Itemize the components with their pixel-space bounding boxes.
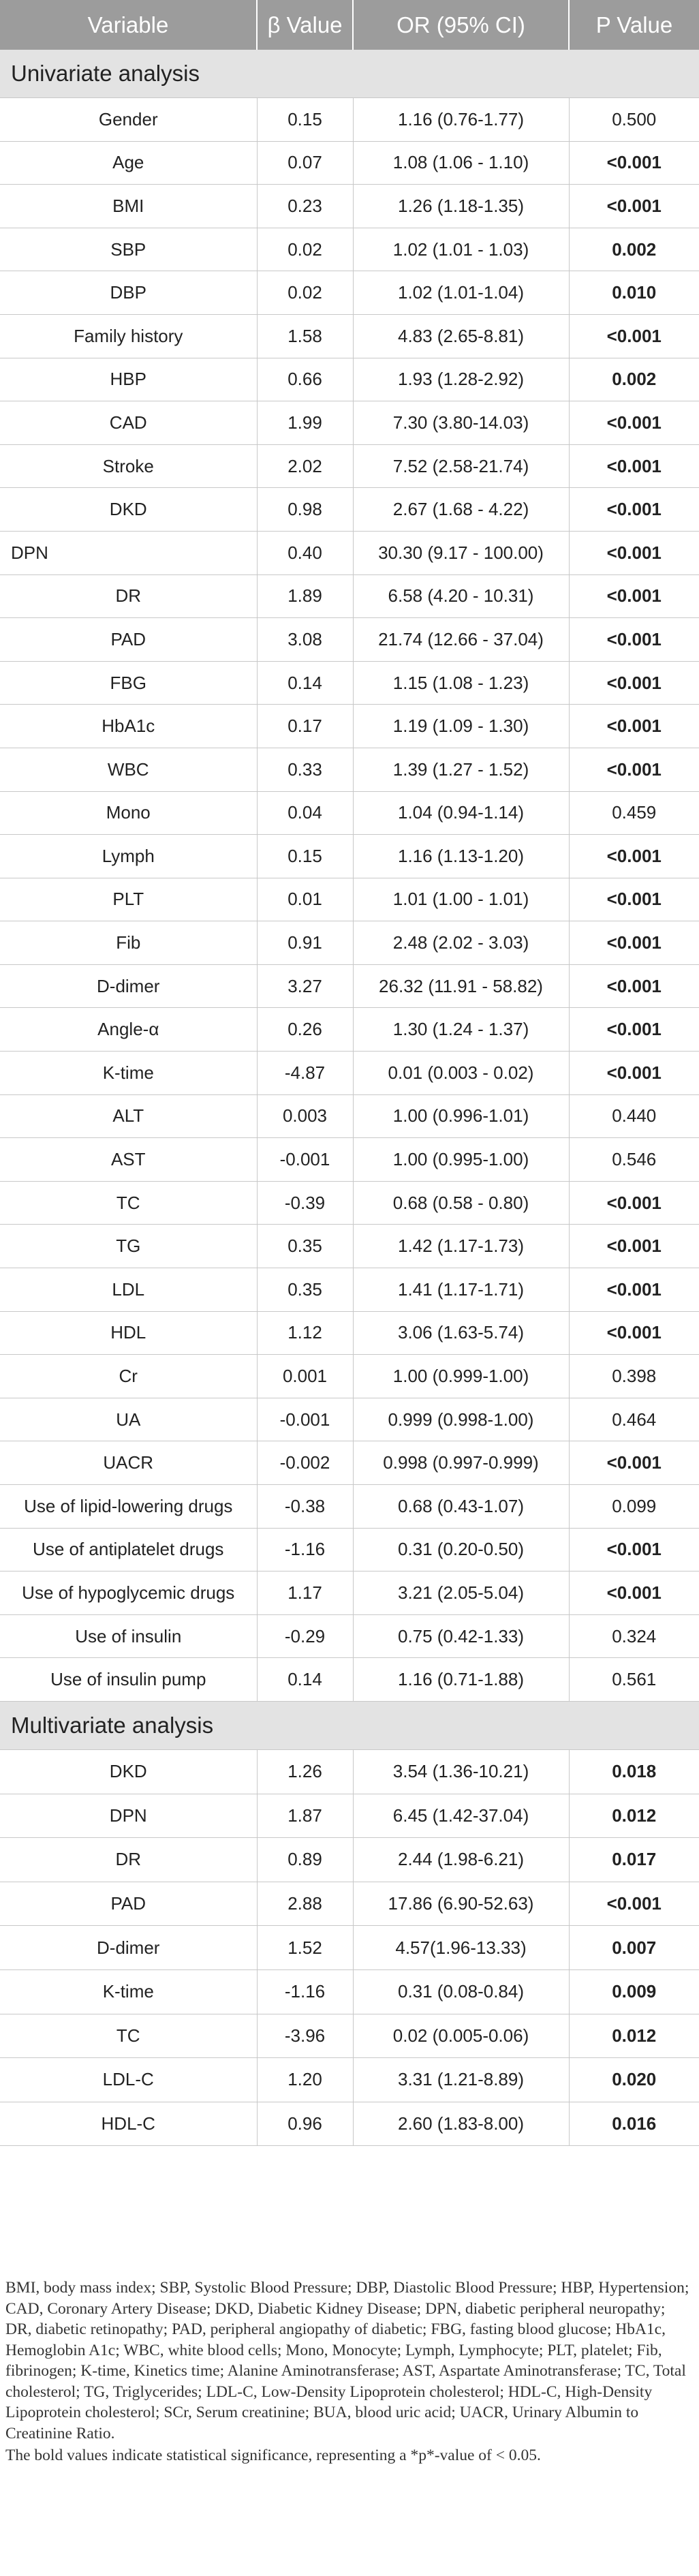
- table-row: [0, 1094, 699, 1138]
- table-footnotes: [0, 2278, 699, 2466]
- cell-odds-ratio: 1.39 (1.27 - 1.52): [353, 748, 569, 791]
- cell-odds-ratio: 0.31 (0.20-0.50): [353, 1528, 569, 1571]
- cell-odds-ratio: 0.31 (0.08-0.84): [353, 1969, 569, 2014]
- cell-beta: -0.001: [257, 1138, 353, 1182]
- cell-p-value: <0.001: [569, 531, 699, 574]
- significance-note: The bold values indicate statistical significance, representing a *p*-value of < 0.05.: [5, 2447, 541, 2464]
- cell-beta: 0.15: [257, 835, 353, 878]
- cell-p-value: <0.001: [569, 1441, 699, 1485]
- table-row: [0, 835, 699, 878]
- table-row: [0, 1052, 699, 1095]
- cell-p-value: 0.099: [569, 1485, 699, 1529]
- cell-p-value: <0.001: [569, 921, 699, 965]
- cell-beta: 1.87: [257, 1794, 353, 1838]
- cell-beta: -1.16: [257, 1528, 353, 1571]
- cell-p-value: <0.001: [569, 488, 699, 532]
- table-header: [0, 0, 699, 50]
- cell-variable: K-time: [0, 1052, 257, 1095]
- cell-variable: UACR: [0, 1441, 257, 1485]
- cell-beta: 0.33: [257, 748, 353, 791]
- table-row: [0, 661, 699, 705]
- header-row: [0, 0, 699, 50]
- cell-beta: 1.17: [257, 1571, 353, 1615]
- table-row: [0, 964, 699, 1008]
- cell-odds-ratio: 4.83 (2.65-8.81): [353, 314, 569, 358]
- cell-beta: 1.58: [257, 314, 353, 358]
- cell-variable: Use of insulin: [0, 1614, 257, 1658]
- cell-p-value: <0.001: [569, 1008, 699, 1052]
- header-or: OR (95% CI): [353, 0, 569, 50]
- cell-variable: DPN: [0, 531, 257, 574]
- cell-variable: Stroke: [0, 444, 257, 488]
- table-row: [0, 1008, 699, 1052]
- cell-odds-ratio: 1.16 (0.71-1.88): [353, 1658, 569, 1702]
- cell-odds-ratio: 1.16 (1.13-1.20): [353, 835, 569, 878]
- cell-beta: 2.88: [257, 1882, 353, 1926]
- cell-variable: ALT: [0, 1094, 257, 1138]
- cell-p-value: <0.001: [569, 1571, 699, 1615]
- cell-variable: WBC: [0, 748, 257, 791]
- cell-beta: 0.02: [257, 228, 353, 271]
- cell-beta: -0.002: [257, 1441, 353, 1485]
- cell-p-value: 0.010: [569, 271, 699, 315]
- cell-beta: 0.35: [257, 1268, 353, 1312]
- cell-beta: 1.52: [257, 1926, 353, 1970]
- cell-variable: TG: [0, 1225, 257, 1268]
- cell-p-value: 0.002: [569, 358, 699, 401]
- cell-odds-ratio: 4.57(1.96-13.33): [353, 1926, 569, 1970]
- cell-p-value: 0.012: [569, 1794, 699, 1838]
- cell-beta: 0.26: [257, 1008, 353, 1052]
- cell-variable: DKD: [0, 488, 257, 532]
- table-row: [0, 1926, 699, 1970]
- cell-beta: 1.99: [257, 401, 353, 445]
- cell-beta: -4.87: [257, 1052, 353, 1095]
- cell-p-value: 0.464: [569, 1398, 699, 1441]
- cell-variable: UA: [0, 1398, 257, 1441]
- cell-odds-ratio: 30.30 (9.17 - 100.00): [353, 531, 569, 574]
- table-row: [0, 271, 699, 315]
- cell-odds-ratio: 6.58 (4.20 - 10.31): [353, 574, 569, 618]
- cell-p-value: <0.001: [569, 1052, 699, 1095]
- table-row: [0, 1268, 699, 1312]
- cell-beta: 3.27: [257, 964, 353, 1008]
- cell-p-value: 0.324: [569, 1614, 699, 1658]
- cell-odds-ratio: 1.19 (1.09 - 1.30): [353, 705, 569, 748]
- cell-variable: DR: [0, 1838, 257, 1882]
- cell-beta: 0.17: [257, 705, 353, 748]
- table-row: [0, 401, 699, 445]
- cell-variable: LDL: [0, 1268, 257, 1312]
- table-row: [0, 1658, 699, 1702]
- cell-odds-ratio: 3.06 (1.63-5.74): [353, 1311, 569, 1355]
- cell-variable: DKD: [0, 1749, 257, 1794]
- table-row: [0, 1311, 699, 1355]
- cell-p-value: <0.001: [569, 1882, 699, 1926]
- cell-odds-ratio: 3.21 (2.05-5.04): [353, 1571, 569, 1615]
- cell-variable: K-time: [0, 1969, 257, 2014]
- cell-p-value: <0.001: [569, 661, 699, 705]
- table-row: [0, 1882, 699, 1926]
- cell-beta: 0.40: [257, 531, 353, 574]
- cell-odds-ratio: 1.41 (1.17-1.71): [353, 1268, 569, 1312]
- cell-odds-ratio: 0.68 (0.58 - 0.80): [353, 1181, 569, 1225]
- table-row: [0, 748, 699, 791]
- cell-p-value: <0.001: [569, 1225, 699, 1268]
- cell-beta: 0.35: [257, 1225, 353, 1268]
- cell-variable: Use of hypoglycemic drugs: [0, 1571, 257, 1615]
- cell-beta: -3.96: [257, 2014, 353, 2058]
- cell-odds-ratio: 6.45 (1.42-37.04): [353, 1794, 569, 1838]
- cell-variable: PAD: [0, 618, 257, 662]
- cell-beta: 0.04: [257, 791, 353, 835]
- cell-p-value: 0.440: [569, 1094, 699, 1138]
- cell-variable: D-dimer: [0, 1926, 257, 1970]
- table-row: [0, 185, 699, 228]
- cell-variable: DPN: [0, 1794, 257, 1838]
- cell-p-value: <0.001: [569, 618, 699, 662]
- cell-beta: -1.16: [257, 1969, 353, 2014]
- cell-odds-ratio: 17.86 (6.90-52.63): [353, 1882, 569, 1926]
- cell-beta: 0.003: [257, 1094, 353, 1138]
- cell-odds-ratio: 7.52 (2.58-21.74): [353, 444, 569, 488]
- cell-p-value: <0.001: [569, 314, 699, 358]
- cell-odds-ratio: 0.02 (0.005-0.06): [353, 2014, 569, 2058]
- section-header-row: [0, 50, 699, 98]
- cell-variable: PLT: [0, 878, 257, 921]
- cell-p-value: 0.017: [569, 1838, 699, 1882]
- cell-variable: Use of insulin pump: [0, 1658, 257, 1702]
- table-row: [0, 2102, 699, 2146]
- cell-odds-ratio: 1.00 (0.996-1.01): [353, 1094, 569, 1138]
- cell-odds-ratio: 1.00 (0.995-1.00): [353, 1138, 569, 1182]
- table-row: [0, 2058, 699, 2102]
- cell-odds-ratio: 1.02 (1.01-1.04): [353, 271, 569, 315]
- cell-p-value: <0.001: [569, 1528, 699, 1571]
- cell-p-value: <0.001: [569, 835, 699, 878]
- cell-p-value: <0.001: [569, 401, 699, 445]
- cell-odds-ratio: 1.42 (1.17-1.73): [353, 1225, 569, 1268]
- cell-odds-ratio: 1.00 (0.999-1.00): [353, 1355, 569, 1398]
- table-row: [0, 1355, 699, 1398]
- cell-p-value: 0.500: [569, 98, 699, 142]
- cell-beta: 0.23: [257, 185, 353, 228]
- cell-beta: 0.14: [257, 661, 353, 705]
- cell-variable: SBP: [0, 228, 257, 271]
- cell-odds-ratio: 1.93 (1.28-2.92): [353, 358, 569, 401]
- cell-odds-ratio: 0.75 (0.42-1.33): [353, 1614, 569, 1658]
- cell-odds-ratio: 7.30 (3.80-14.03): [353, 401, 569, 445]
- section-title: Univariate analysis: [0, 50, 699, 98]
- cell-beta: -0.001: [257, 1398, 353, 1441]
- cell-odds-ratio: 1.01 (1.00 - 1.01): [353, 878, 569, 921]
- cell-p-value: <0.001: [569, 705, 699, 748]
- abbreviations-note: BMI, body mass index; SBP, Systolic Blood Pressure; DBP, Diastolic Blood Pressure; HBP, Hypertension; CAD, Coronary Artery Disease; DKD, Diabetic Kidney Disease; DPN, diabetic peripheral neuropathy; DR, diabetic retinopathy; PAD, peripheral angiopathy of diabetic; FBG, fasting blood glucose; HbA1c, Hemoglobin A1c; WBC, white blood cells; Mono, Monocyte; Lymph, Lymphocyte; PLT, platelet; Fib, fibrinogen; K-time, Kinetics time; Alanine Aminotransferase; AST, Aspartate Aminotransferase; TC, Total cholesterol; TG, Triglycerides; LDL-C, Low-Density Lipoprotein cholesterol; HDL-C, High-Density Lipoprotein cholesterol; SCr, Serum creatinine; BUA, blood uric acid; UACR, Urinary Albumin to Creatinine Ratio.: [5, 2279, 689, 2442]
- cell-beta: -0.39: [257, 1181, 353, 1225]
- cell-p-value: 0.007: [569, 1926, 699, 1970]
- cell-variable: Cr: [0, 1355, 257, 1398]
- table-row: [0, 618, 699, 662]
- cell-p-value: 0.012: [569, 2014, 699, 2058]
- cell-variable: HDL-C: [0, 2102, 257, 2146]
- cell-variable: Gender: [0, 98, 257, 142]
- cell-beta: 0.98: [257, 488, 353, 532]
- table-row: [0, 1441, 699, 1485]
- cell-variable: BMI: [0, 185, 257, 228]
- table-row: [0, 1571, 699, 1615]
- cell-p-value: <0.001: [569, 1181, 699, 1225]
- cell-odds-ratio: 1.30 (1.24 - 1.37): [353, 1008, 569, 1052]
- cell-p-value: <0.001: [569, 141, 699, 185]
- cell-p-value: 0.459: [569, 791, 699, 835]
- table-row: [0, 1398, 699, 1441]
- cell-beta: 0.91: [257, 921, 353, 965]
- cell-variable: LDL-C: [0, 2058, 257, 2102]
- cell-variable: HbA1c: [0, 705, 257, 748]
- table-row: [0, 141, 699, 185]
- cell-p-value: <0.001: [569, 444, 699, 488]
- cell-variable: TC: [0, 2014, 257, 2058]
- cell-variable: DBP: [0, 271, 257, 315]
- cell-variable: HDL: [0, 1311, 257, 1355]
- cell-variable: FBG: [0, 661, 257, 705]
- cell-beta: 0.07: [257, 141, 353, 185]
- cell-p-value: 0.020: [569, 2058, 699, 2102]
- cell-beta: 1.89: [257, 574, 353, 618]
- table-row: [0, 791, 699, 835]
- cell-odds-ratio: 26.32 (11.91 - 58.82): [353, 964, 569, 1008]
- cell-beta: 2.02: [257, 444, 353, 488]
- cell-p-value: 0.002: [569, 228, 699, 271]
- cell-variable: HBP: [0, 358, 257, 401]
- cell-odds-ratio: 1.16 (0.76-1.77): [353, 98, 569, 142]
- cell-p-value: 0.398: [569, 1355, 699, 1398]
- table-body: [0, 50, 699, 2146]
- cell-p-value: 0.546: [569, 1138, 699, 1182]
- cell-odds-ratio: 1.15 (1.08 - 1.23): [353, 661, 569, 705]
- cell-beta: 0.89: [257, 1838, 353, 1882]
- header-beta: β Value: [257, 0, 353, 50]
- cell-variable: Family history: [0, 314, 257, 358]
- cell-beta: 1.20: [257, 2058, 353, 2102]
- section-title: Multivariate analysis: [0, 1701, 699, 1749]
- table-row: [0, 878, 699, 921]
- table-row: [0, 1181, 699, 1225]
- cell-variable: AST: [0, 1138, 257, 1182]
- table-row: [0, 228, 699, 271]
- cell-variable: Lymph: [0, 835, 257, 878]
- cell-odds-ratio: 2.60 (1.83-8.00): [353, 2102, 569, 2146]
- table-row: [0, 1794, 699, 1838]
- table-row: [0, 358, 699, 401]
- cell-p-value: <0.001: [569, 1268, 699, 1312]
- cell-variable: Fib: [0, 921, 257, 965]
- table-row: [0, 921, 699, 965]
- table-row: [0, 1614, 699, 1658]
- cell-odds-ratio: 0.68 (0.43-1.07): [353, 1485, 569, 1529]
- cell-p-value: 0.561: [569, 1658, 699, 1702]
- table-row: [0, 488, 699, 532]
- cell-beta: 0.14: [257, 1658, 353, 1702]
- cell-variable: D-dimer: [0, 964, 257, 1008]
- cell-beta: -0.38: [257, 1485, 353, 1529]
- cell-odds-ratio: 1.08 (1.06 - 1.10): [353, 141, 569, 185]
- cell-odds-ratio: 0.01 (0.003 - 0.02): [353, 1052, 569, 1095]
- cell-beta: 0.96: [257, 2102, 353, 2146]
- cell-p-value: <0.001: [569, 748, 699, 791]
- table-row: [0, 1838, 699, 1882]
- cell-beta: 0.01: [257, 878, 353, 921]
- cell-p-value: <0.001: [569, 878, 699, 921]
- cell-beta: 0.001: [257, 1355, 353, 1398]
- table-row: [0, 2014, 699, 2058]
- cell-variable: TC: [0, 1181, 257, 1225]
- section-header-row: [0, 1701, 699, 1749]
- cell-variable: CAD: [0, 401, 257, 445]
- cell-variable: Use of lipid-lowering drugs: [0, 1485, 257, 1529]
- cell-variable: Angle-α: [0, 1008, 257, 1052]
- cell-odds-ratio: 0.999 (0.998-1.00): [353, 1398, 569, 1441]
- cell-odds-ratio: 2.67 (1.68 - 4.22): [353, 488, 569, 532]
- cell-variable: DR: [0, 574, 257, 618]
- cell-p-value: <0.001: [569, 964, 699, 1008]
- table-row: [0, 531, 699, 574]
- cell-p-value: <0.001: [569, 185, 699, 228]
- cell-beta: 0.02: [257, 271, 353, 315]
- cell-p-value: 0.018: [569, 1749, 699, 1794]
- table-row: [0, 1749, 699, 1794]
- cell-odds-ratio: 1.02 (1.01 - 1.03): [353, 228, 569, 271]
- cell-odds-ratio: 3.54 (1.36-10.21): [353, 1749, 569, 1794]
- cell-variable: Mono: [0, 791, 257, 835]
- table-row: [0, 1528, 699, 1571]
- cell-odds-ratio: 3.31 (1.21-8.89): [353, 2058, 569, 2102]
- table-row: [0, 444, 699, 488]
- header-p: P Value: [569, 0, 699, 50]
- table-row: [0, 1138, 699, 1182]
- cell-odds-ratio: 2.48 (2.02 - 3.03): [353, 921, 569, 965]
- cell-odds-ratio: 21.74 (12.66 - 37.04): [353, 618, 569, 662]
- table-row: [0, 1485, 699, 1529]
- cell-beta: 0.66: [257, 358, 353, 401]
- cell-variable: PAD: [0, 1882, 257, 1926]
- cell-beta: 0.15: [257, 98, 353, 142]
- table-row: [0, 705, 699, 748]
- cell-p-value: 0.016: [569, 2102, 699, 2146]
- cell-odds-ratio: 2.44 (1.98-6.21): [353, 1838, 569, 1882]
- cell-odds-ratio: 0.998 (0.997-0.999): [353, 1441, 569, 1485]
- cell-p-value: <0.001: [569, 574, 699, 618]
- cell-p-value: 0.009: [569, 1969, 699, 2014]
- cell-variable: Age: [0, 141, 257, 185]
- cell-variable: Use of antiplatelet drugs: [0, 1528, 257, 1571]
- table-row: [0, 1969, 699, 2014]
- cell-odds-ratio: 1.04 (0.94-1.14): [353, 791, 569, 835]
- cell-odds-ratio: 1.26 (1.18-1.35): [353, 185, 569, 228]
- table-row: [0, 98, 699, 142]
- table-row: [0, 314, 699, 358]
- header-variable: Variable: [0, 0, 257, 50]
- table-row: [0, 1225, 699, 1268]
- cell-p-value: <0.001: [569, 1311, 699, 1355]
- cell-beta: -0.29: [257, 1614, 353, 1658]
- cell-beta: 1.26: [257, 1749, 353, 1794]
- cell-beta: 3.08: [257, 618, 353, 662]
- cell-beta: 1.12: [257, 1311, 353, 1355]
- table-row: [0, 574, 699, 618]
